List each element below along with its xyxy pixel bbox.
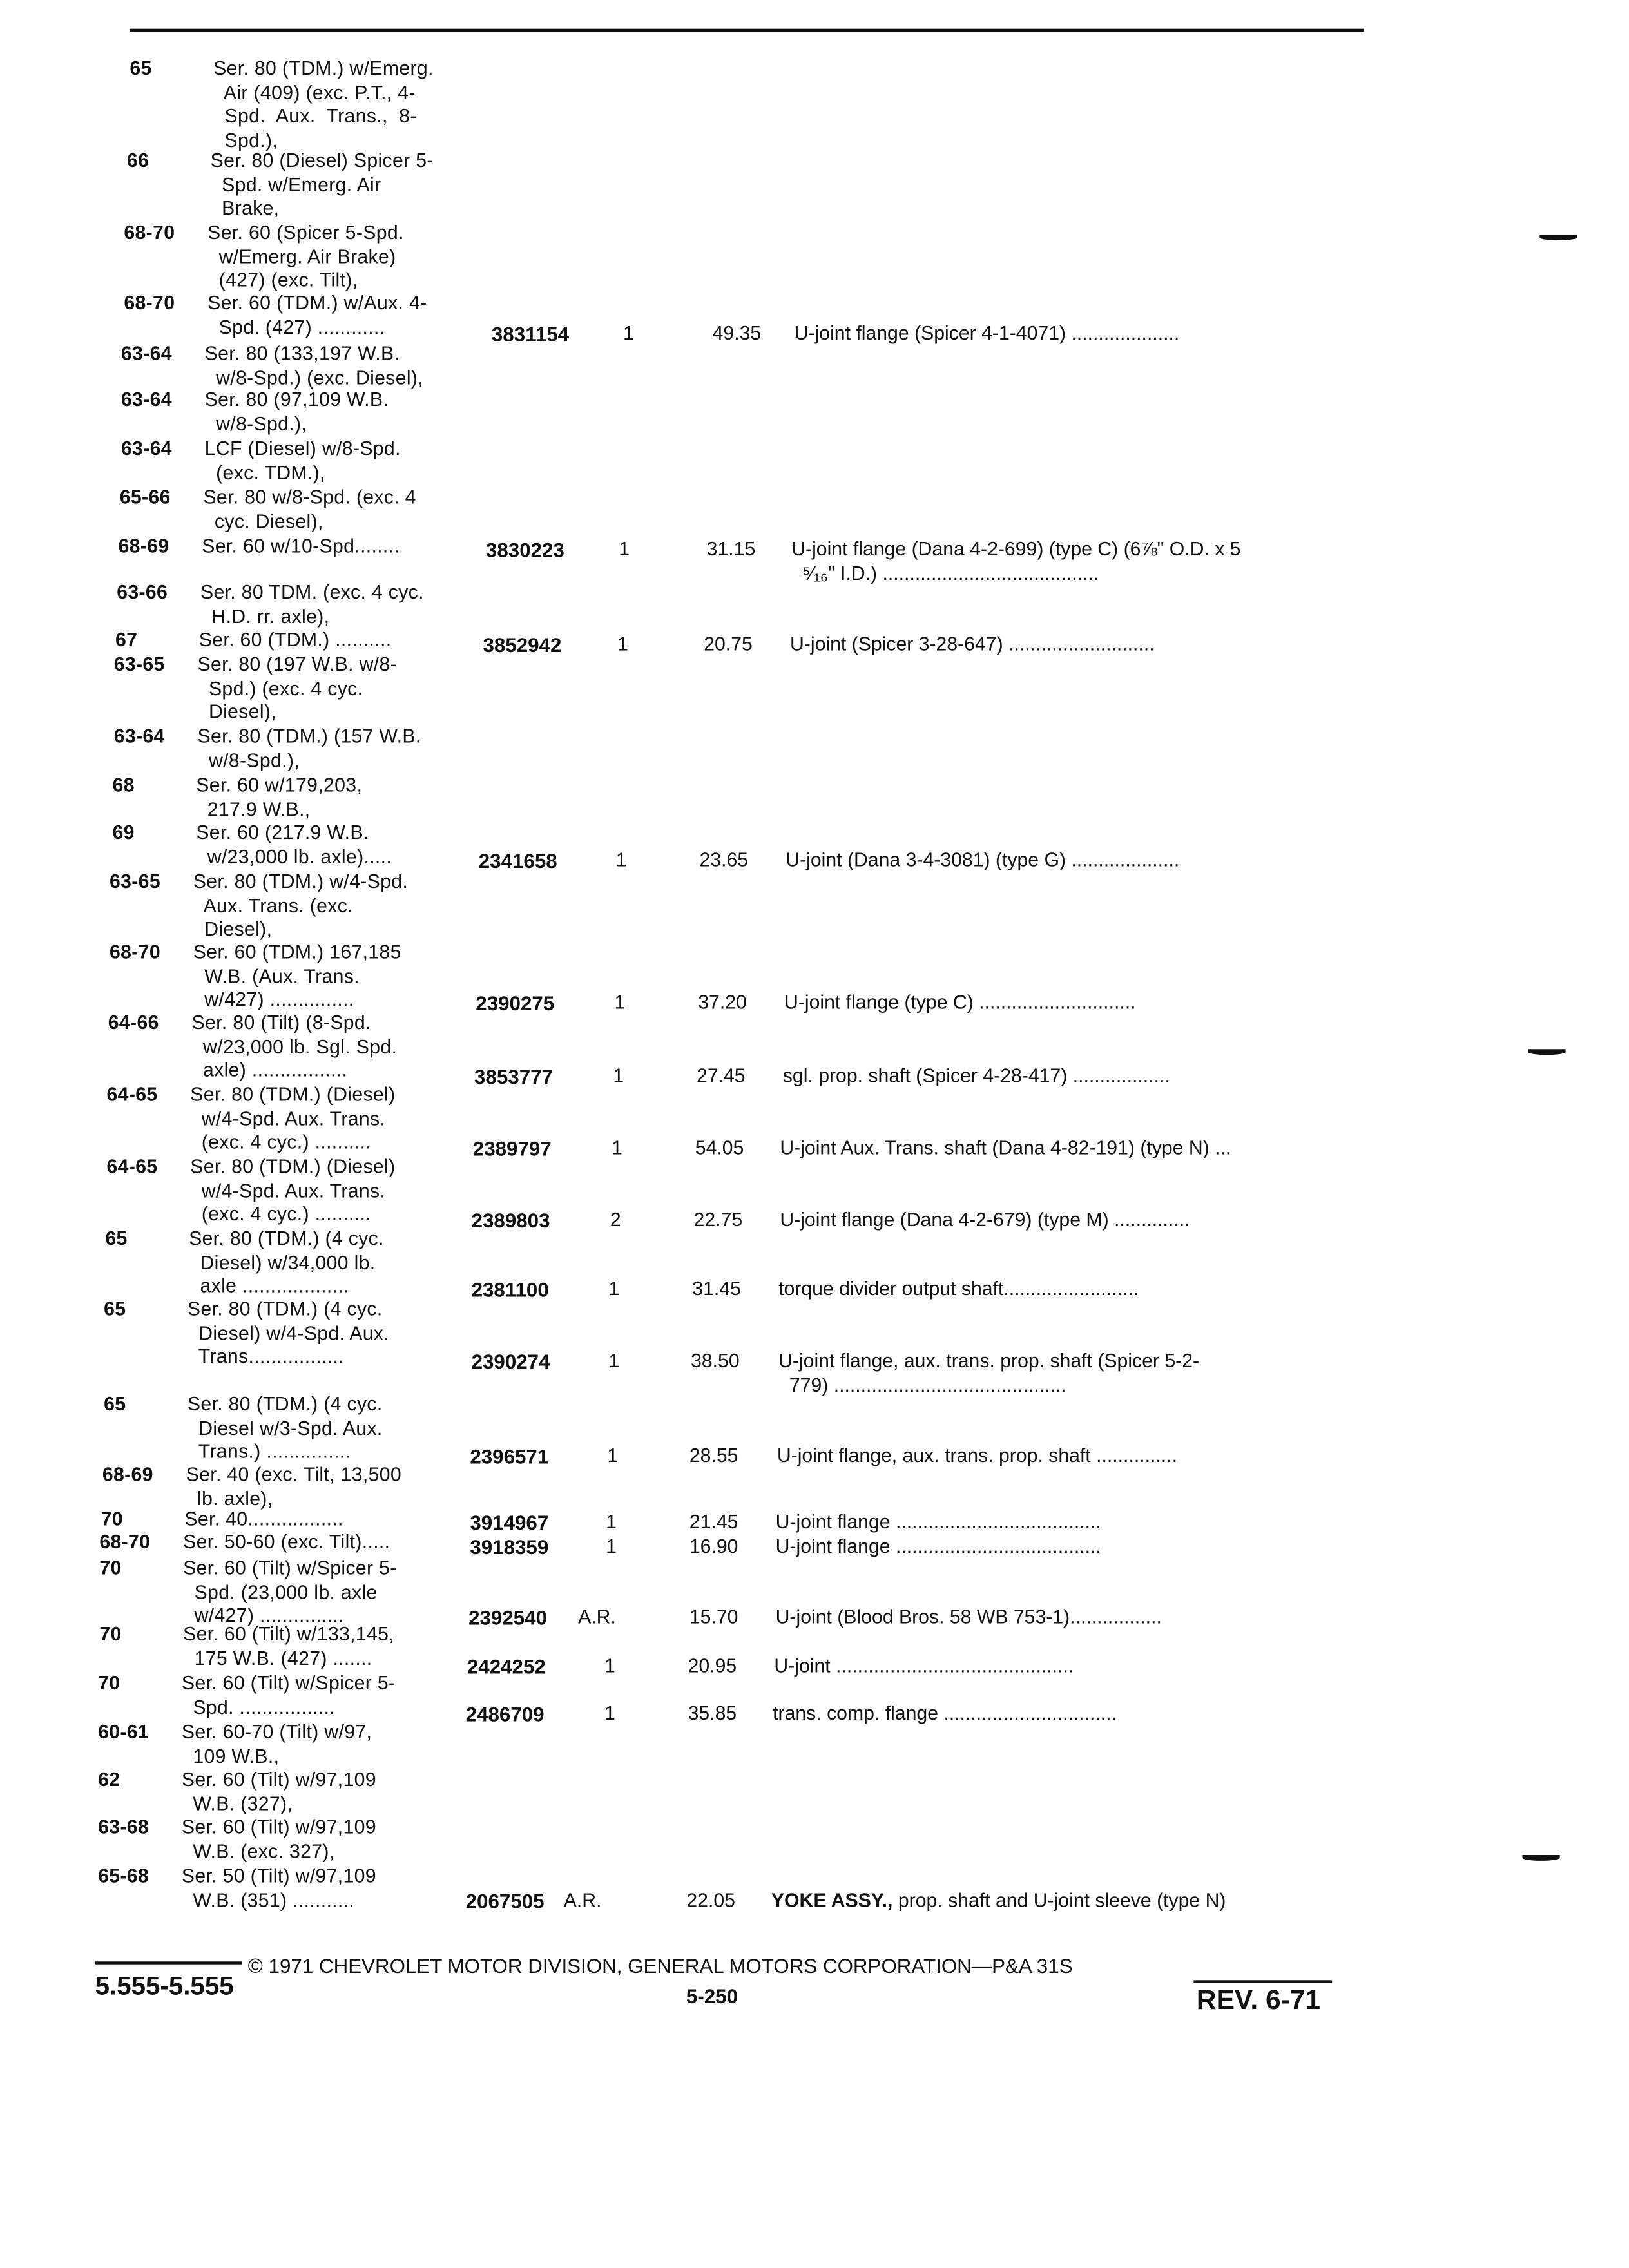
model-description-line: Spd. (427) ............ (207, 316, 385, 338)
model-year: 66 (126, 149, 149, 171)
model-description-line: Ser. 60 w/179,203, (196, 774, 363, 796)
model-year: 63-64 (120, 389, 172, 410)
quantity: 2 (610, 1209, 621, 1231)
quantity: 1 (608, 1278, 620, 1300)
list-price: 54.05 (695, 1137, 744, 1158)
model-description (197, 726, 421, 773)
model-description (183, 1531, 390, 1555)
model-description-line: Aux. Trans. (exc. (193, 894, 353, 916)
model-year: 65-66 (119, 486, 171, 508)
model-year: 68 (112, 774, 135, 796)
model-year: 63-65 (113, 653, 165, 675)
model-description-line: W.B. (351) ........... (181, 1888, 355, 1910)
model-year: 62 (98, 1768, 120, 1791)
model-description (211, 149, 434, 221)
model-description-line: Spd. ................. (181, 1696, 335, 1718)
model-description-line: (exc. TDM.), (204, 461, 325, 483)
model-description-line: w/4-Spd. Aux. Trans. (190, 1179, 386, 1201)
model-description-line: Ser. 60 (TDM.) 167,185 (193, 941, 401, 963)
part-description-line: U-joint flange (type C) ............................. (784, 991, 1136, 1014)
part-description-line: ⁵⁄₁₆" I.D.) ........................................ (791, 562, 1099, 584)
part-description (780, 1209, 1190, 1233)
model-description (193, 941, 401, 1013)
quantity: 1 (614, 991, 626, 1014)
top-rule (130, 29, 1364, 32)
model-description (190, 1156, 395, 1227)
model-description (182, 1769, 376, 1816)
model-year: 63-68 (98, 1816, 149, 1838)
model-description-line: w/23,000 lb. Sgl. Spd. (191, 1035, 398, 1057)
model-description (203, 486, 416, 534)
part-number: 2390275 (476, 991, 555, 1015)
revision-label: REV. 6-71 (1196, 1986, 1321, 2017)
model-description-line: lb. axle), (186, 1487, 273, 1509)
model-description-line: Air (409) (exc. P.T., 4- (213, 81, 416, 103)
model-description-line: 175 W.B. (427) ....... (183, 1647, 372, 1669)
part-description-line: U-joint Aux. Trans. shaft (Dana 4-82-191) (type N) ... (780, 1137, 1231, 1158)
copyright-line: © 1971 CHEVROLET MOTOR DIVISION, GENERAL MOTORS CORPORATION—P&A 31S (247, 1954, 1073, 1977)
model-description-line: Ser. 80 (Diesel) Spicer 5- (210, 149, 434, 171)
model-year: 69 (112, 822, 135, 843)
part-description-line: torque divider output shaft......................... (778, 1278, 1139, 1300)
part-number: 2381100 (471, 1278, 549, 1302)
model-description (190, 1084, 395, 1155)
part-number: 2390274 (471, 1350, 550, 1373)
part-number: 3914967 (470, 1511, 549, 1534)
part-description-line: trans. comp. flange ................................ (773, 1702, 1117, 1724)
part-description-line: U-joint flange (Dana 4-2-679) (type M) .............. (780, 1209, 1190, 1231)
part-number: 2486709 (465, 1702, 545, 1725)
model-description (184, 1508, 343, 1532)
model-description-line: Ser. 80 TDM. (exc. 4 cyc. (200, 581, 424, 603)
model-description (186, 1463, 401, 1511)
model-description-line: w/8-Spd.), (197, 749, 300, 771)
model-description-line: Spd.) (exc. 4 cyc. (197, 677, 363, 699)
part-description-line: U-joint flange ...................................... (775, 1535, 1101, 1557)
model-description-line: Trans.) ............... (187, 1440, 351, 1463)
model-year: 68-69 (118, 535, 169, 557)
model-description-line: W.B. (exc. 327), (181, 1840, 335, 1862)
quantity: 1 (617, 633, 628, 655)
model-description-line: cyc. Diesel), (203, 510, 323, 532)
model-year: 63-64 (120, 437, 172, 459)
model-year: 68-70 (124, 292, 175, 314)
model-description (197, 653, 397, 725)
list-price: 22.75 (693, 1209, 743, 1231)
model-year: 68-70 (124, 221, 175, 244)
part-description-emphasis: YOKE ASSY., (771, 1889, 893, 1912)
quantity: A.R. (563, 1889, 602, 1912)
model-description-line: Ser. 80 (197 W.B. w/8- (197, 653, 398, 675)
model-description-line: (exc. 4 cyc.) .......... (190, 1203, 371, 1225)
model-description-line: Trans................. (187, 1345, 344, 1367)
part-number: 2067505 (465, 1889, 545, 1913)
quantity: 1 (607, 1445, 619, 1466)
model-description (182, 1672, 396, 1720)
model-description-line: Ser. 80 (Tilt) (8-Spd. (191, 1012, 371, 1033)
list-price: 49.35 (712, 322, 762, 344)
model-description-line: 109 W.B., (181, 1745, 280, 1767)
model-description (196, 822, 392, 869)
page-number: 5-250 (686, 1984, 738, 2008)
model-year: 65 (104, 1298, 126, 1320)
model-description-line: axle) ................. (191, 1059, 348, 1081)
model-description-line: Spd. Aux. Trans., 8- (213, 105, 417, 127)
part-description (778, 1350, 1199, 1398)
model-description (199, 629, 392, 653)
model-description-line: Diesel) w/4-Spd. Aux. (187, 1321, 390, 1343)
model-description-line: (exc. 4 cyc.) .......... (190, 1131, 371, 1153)
part-description (774, 1655, 1074, 1679)
list-price: 38.50 (691, 1350, 740, 1372)
part-description-line: U-joint flange ...................................... (775, 1511, 1101, 1533)
part-description (783, 1065, 1170, 1089)
quantity: 1 (604, 1655, 615, 1677)
model-description-line: Diesel), (193, 918, 273, 940)
model-year: 63-64 (113, 725, 165, 747)
part-description-line: U-joint (Spicer 3-28-647) ........................... (789, 633, 1155, 655)
model-description (183, 1623, 394, 1671)
quantity: 1 (608, 1350, 620, 1372)
model-description (202, 535, 400, 559)
part-description (776, 1606, 1162, 1630)
model-description-line: Ser. 60-70 (Tilt) w/97, (181, 1721, 372, 1743)
quantity: 1 (619, 538, 630, 560)
list-price: 22.05 (686, 1889, 735, 1912)
model-description-line: Ser. 60 (217.9 W.B. (196, 822, 369, 843)
part-number: 3852942 (483, 633, 562, 657)
list-price: 20.95 (688, 1655, 737, 1677)
model-description-line: W.B. (Aux. Trans. (193, 965, 360, 987)
model-description (196, 774, 362, 822)
model-year: 63-66 (117, 581, 168, 603)
model-year: 65 (130, 57, 152, 79)
model-description-line: Spd. w/Emerg. Air (210, 173, 381, 195)
model-year: 68-69 (102, 1463, 153, 1485)
model-description-line: w/4-Spd. Aux. Trans. (190, 1107, 386, 1129)
part-description (795, 322, 1180, 346)
part-description-line: U-joint ............................................ (774, 1655, 1074, 1677)
model-year: 65 (104, 1393, 126, 1415)
part-description (784, 992, 1135, 1015)
part-number: 3853777 (474, 1064, 554, 1088)
part-description-line: sgl. prop. shaft (Spicer 4-28-417) .................. (782, 1064, 1170, 1087)
model-description-line: Ser. 80 (133,197 W.B. (204, 342, 400, 365)
part-description-line: 779) ........................................... (778, 1373, 1066, 1396)
list-price: 31.45 (692, 1278, 741, 1300)
model-description (207, 222, 404, 293)
model-description (188, 1393, 383, 1465)
footer-rule-right (1193, 1980, 1332, 1983)
part-number: 2341658 (478, 849, 557, 872)
list-price: 37.20 (698, 991, 747, 1014)
list-price: 27.45 (697, 1064, 746, 1087)
model-description-line: w/23,000 lb. axle)..... (196, 845, 392, 867)
part-number: 3918359 (470, 1535, 549, 1559)
model-description (183, 1557, 397, 1629)
model-description (200, 581, 424, 629)
model-description-line: Ser. 60 (Spicer 5-Spd. (207, 221, 404, 244)
model-description-line: Ser. 60 (Tilt) w/97,109 (181, 1816, 376, 1838)
part-description (773, 1702, 1117, 1726)
model-description-line: Ser. 60 (Tilt) w/97,109 (181, 1768, 376, 1791)
quantity: 1 (606, 1535, 617, 1557)
model-description-line: Ser. 80 (TDM.) w/4-Spd. (193, 870, 409, 892)
model-description (213, 57, 434, 152)
part-description (790, 633, 1155, 657)
model-description-line: Ser. 80 (TDM.) (Diesel) (190, 1155, 396, 1178)
model-description (192, 1012, 398, 1083)
model-description-line: Ser. 50 (Tilt) w/97,109 (181, 1865, 376, 1887)
part-number: 2424252 (467, 1655, 546, 1678)
model-description (182, 1816, 376, 1864)
model-description-line: Spd. (23,000 lb. axle (183, 1581, 378, 1603)
margin-mark (1528, 1049, 1565, 1055)
model-year: 70 (99, 1623, 122, 1645)
model-description-line: Ser. 80 (TDM.) w/Emerg. (213, 57, 434, 79)
quantity: 1 (612, 1137, 622, 1158)
model-year: 68-70 (99, 1531, 151, 1553)
list-price: 21.45 (689, 1511, 738, 1533)
model-description-line: Ser. 50-60 (exc. Tilt)..... (183, 1531, 390, 1553)
footer-rule-left (95, 1961, 242, 1964)
group-range: 5.555-5.555 (95, 1971, 234, 2001)
part-description (786, 849, 1179, 873)
model-description (189, 1227, 384, 1299)
model-year: 68-70 (110, 941, 160, 963)
model-year: 64-66 (108, 1012, 159, 1033)
part-number: 2392540 (468, 1606, 548, 1629)
part-number: 3831154 (491, 322, 570, 346)
model-description-line: Ser. 60 (TDM.) .......... (198, 629, 392, 651)
margin-mark (1539, 235, 1577, 240)
part-description (777, 1445, 1177, 1468)
model-description-line: Ser. 60 w/10-Spd........ (202, 535, 400, 557)
model-description-line: Ser. 80 w/8-Spd. (exc. 4 (203, 486, 416, 508)
model-description-line: Ser. 80 (TDM.) (4 cyc. (187, 1298, 383, 1320)
part-number: 2389797 (472, 1137, 552, 1160)
model-year: 63-64 (120, 342, 172, 365)
part-description-line: U-joint flange (Dana 4-2-699) (type C) (6⅞" O.D. x 5 (791, 538, 1241, 560)
list-price: 31.15 (706, 538, 756, 560)
model-year: 65-68 (98, 1865, 149, 1887)
quantity: 1 (604, 1702, 615, 1724)
part-number: 2396571 (470, 1445, 549, 1468)
part-description (776, 1535, 1101, 1559)
part-description-text: prop. shaft and U-joint sleeve (type N) (892, 1889, 1226, 1912)
model-description (205, 389, 389, 436)
part-description-line: U-joint flange (Spicer 4-1-4071) .................... (794, 322, 1180, 344)
model-description (205, 343, 423, 390)
model-description-line: w/427) ............... (193, 988, 354, 1010)
model-description (193, 870, 408, 942)
part-description-line: U-joint (Dana 3-4-3081) (type G) .................... (786, 849, 1180, 871)
model-description-line: Ser. 40................. (184, 1508, 343, 1530)
part-description-line: U-joint (Blood Bros. 58 WB 753-1)................. (775, 1606, 1162, 1628)
margin-mark (1522, 1855, 1559, 1861)
list-price: 35.85 (688, 1702, 737, 1724)
model-year: 60-61 (98, 1721, 149, 1743)
model-description-line: W.B. (327), (181, 1792, 293, 1814)
part-description (776, 1511, 1101, 1535)
quantity: 1 (606, 1511, 617, 1533)
quantity: 1 (613, 1064, 624, 1087)
model-year: 65 (105, 1227, 128, 1249)
model-description-line: Diesel), (197, 700, 277, 723)
model-description-line: Diesel w/3-Spd. Aux. (187, 1416, 383, 1439)
model-description-line: Brake, (210, 197, 280, 219)
model-description-line: Ser. 80 (TDM.) (4 cyc. (187, 1393, 383, 1415)
model-description-line: w/Emerg. Air Brake) (207, 245, 396, 267)
part-description-line: U-joint flange, aux. trans. prop. shaft (Spicer 5-2- (778, 1350, 1200, 1372)
list-price: 20.75 (704, 633, 753, 655)
part-number: 2389803 (471, 1209, 550, 1232)
model-year: 67 (115, 629, 138, 651)
model-description-line: (427) (exc. Tilt), (207, 269, 358, 291)
part-description-line (771, 1890, 1226, 1914)
model-description-line: Ser. 80 (TDM.) (Diesel) (190, 1083, 396, 1106)
model-description-line: Ser. 60 (Tilt) w/Spicer 5- (181, 1672, 396, 1694)
model-description-line: w/8-Spd.) (exc. Diesel), (204, 366, 424, 388)
model-year: 70 (98, 1672, 120, 1694)
quantity: A.R. (578, 1606, 616, 1628)
list-price: 28.55 (689, 1445, 738, 1466)
model-description-line: Ser. 80 (97,109 W.B. (204, 389, 389, 410)
model-description-line: Ser. 60 (Tilt) w/Spicer 5- (183, 1557, 397, 1579)
model-year: 64-65 (106, 1083, 158, 1106)
model-description (188, 1298, 389, 1370)
model-description-line: Ser. 80 (TDM.) (4 cyc. (189, 1227, 384, 1249)
model-description-line: Ser. 40 (exc. Tilt, 13,500 (186, 1463, 402, 1485)
quantity: 1 (622, 322, 634, 344)
list-price: 16.90 (689, 1535, 738, 1557)
part-description-line: U-joint flange, aux. trans. prop. shaft ............... (776, 1445, 1177, 1466)
list-price: 15.70 (689, 1606, 738, 1628)
model-description-line: Ser. 80 (TDM.) (157 W.B. (197, 725, 421, 747)
model-description (182, 1721, 372, 1769)
model-year: 63-65 (110, 870, 160, 892)
model-description-line: Ser. 60 (Tilt) w/133,145, (183, 1623, 395, 1645)
model-year: 70 (101, 1508, 123, 1530)
part-description (780, 1137, 1231, 1160)
model-description-line: Diesel) w/34,000 lb. (189, 1251, 376, 1273)
model-description-line: LCF (Diesel) w/8-Spd. (204, 437, 401, 459)
part-description (778, 1278, 1139, 1302)
list-price: 23.65 (699, 849, 749, 871)
model-description (205, 437, 401, 485)
model-year: 70 (99, 1557, 122, 1579)
part-number: 3830223 (485, 538, 564, 562)
quantity: 1 (615, 849, 627, 871)
model-description-line: axle ................... (189, 1274, 349, 1297)
model-description (182, 1865, 376, 1913)
model-description (207, 292, 427, 340)
model-description-line: w/427) ............... (183, 1604, 344, 1626)
model-description-line: Spd.), (213, 128, 278, 151)
model-year: 64-65 (106, 1155, 158, 1178)
part-description (791, 538, 1240, 586)
model-description-line: H.D. rr. axle), (200, 605, 330, 627)
model-description-line: w/8-Spd.), (204, 412, 307, 434)
model-description-line: 217.9 W.B., (196, 798, 311, 820)
model-description-line: Ser. 60 (TDM.) w/Aux. 4- (207, 292, 427, 314)
part-description (771, 1890, 1226, 1914)
